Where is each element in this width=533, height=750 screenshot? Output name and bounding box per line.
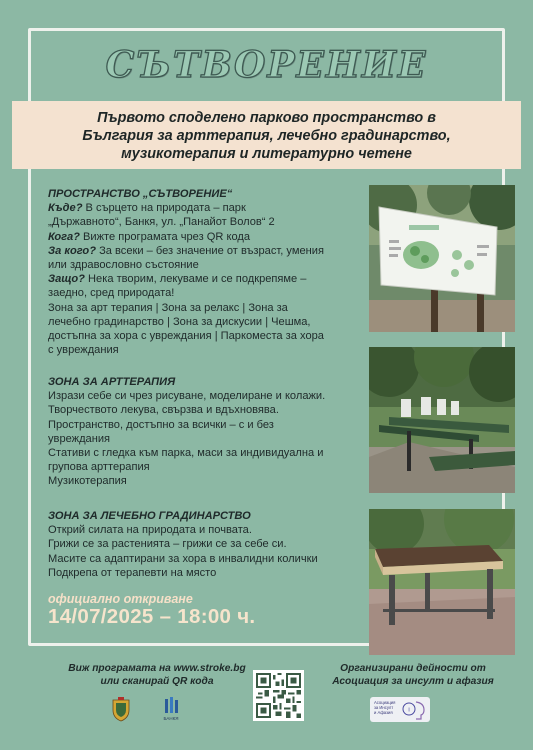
footer-program-line: Виж програмата на www.stroke.bg — [68, 663, 246, 674]
banner-line: Първото споделено парково пространство в — [97, 110, 436, 126]
section-art — [48, 375, 358, 489]
answer-whom-cont: или здравословно състояние — [48, 259, 199, 272]
question-where: Къде? — [48, 202, 83, 215]
art-text: Пространство, достъпно за всички – с и без — [48, 418, 274, 431]
art-text: групова арттерапия — [48, 461, 150, 474]
section-space — [48, 187, 358, 357]
answer-why: Нека творим, лекуваме и се подкрепяме – — [84, 273, 307, 286]
head-profile-icon — [370, 697, 430, 722]
section-garden — [48, 509, 358, 580]
answer-whom: За всеки – без значение от възраст, умения — [95, 244, 324, 257]
bankya-logo-text: БАНКЯ — [163, 716, 179, 721]
answer-where: В сърцето на природата – парк — [82, 202, 246, 215]
section-heading: ПРОСТРАНСТВО „СЪТВОРЕНИЕ“ — [48, 188, 233, 200]
photo-art-therapy-zone — [369, 347, 515, 493]
bankya-logo-icon — [160, 696, 182, 722]
section-heading: ЗОНА ЗА ЛЕЧЕБНО ГРАДИНАРСТВО — [48, 510, 251, 522]
association-logo-text: за Инсулт — [374, 705, 394, 710]
banner-line: България за арттерапия, лечебно градинарство, — [82, 128, 451, 144]
art-text: Музикотерапия — [48, 475, 127, 488]
banner-line: музикотерапия и литературно четене — [121, 146, 412, 162]
garden-text: Подкрепа от терапевти на място — [48, 566, 217, 579]
art-text: Изрази себе си чрез рисуване, моделиране и колажи. — [48, 390, 326, 403]
answer-why-cont: заедно, сред природата! — [48, 287, 175, 300]
opening-date: 14/07/2025 – 18:00 ч. — [48, 605, 256, 628]
footer-organizer-line: Асоциация за инсулт и афазия — [332, 676, 494, 687]
zones-list: лечебно градинарство | Зона за дискусии | Чешма, — [48, 315, 311, 328]
art-text: увреждания — [48, 432, 111, 445]
photo-park-sign — [369, 185, 515, 332]
coat-of-arms-icon — [110, 696, 132, 722]
svg-text:i: i — [408, 707, 410, 714]
footer-organizer — [318, 662, 508, 688]
art-text: Стативи с гледка към парка, маси за индивидуална и — [48, 447, 324, 460]
association-logo — [370, 697, 430, 722]
art-text: Творчеството лекува, свързва и вдъхновява. — [48, 404, 279, 417]
answer-where-cont: „Държавното“, Банкя, ул. „Панайот Волов“ 2 — [48, 216, 275, 229]
zones-list: достъпна за хора с увреждания | Паркоместа за хора — [48, 330, 324, 343]
question-why: Защо? — [48, 273, 85, 286]
footer-program — [52, 662, 262, 688]
garden-text: Открий силата на природата и почвата. — [48, 524, 252, 537]
zones-list: с увреждания — [48, 344, 119, 357]
association-logo-text: Асоциация — [374, 700, 396, 705]
section-heading: ЗОНА ЗА АРТТЕРАПИЯ — [48, 376, 176, 388]
subtitle-banner — [12, 101, 521, 169]
photo-garden-bed — [369, 509, 515, 655]
garden-text: Масите са адаптирани за хора в инвалидни колички — [48, 552, 318, 565]
garden-text: Грижи се за растенията – грижи се за себе си. — [48, 538, 287, 551]
association-logo-text: и Афазия — [374, 710, 393, 715]
opening-label: официално откриване — [48, 592, 193, 606]
footer-organizer-line: Организирани дейности от — [340, 663, 486, 674]
poster-title: СЪТВОРЕНИЕ — [105, 44, 428, 86]
qr-code[interactable] — [253, 670, 304, 721]
question-whom: За кого? — [48, 244, 96, 257]
zones-list: Зона за арт терапия | Зона за релакс | Зона за — [48, 301, 288, 314]
answer-when: Вижте програмата чрез QR кода — [79, 230, 251, 243]
question-when: Кога? — [48, 230, 80, 243]
footer-program-line: или сканирай QR кода — [100, 676, 214, 687]
